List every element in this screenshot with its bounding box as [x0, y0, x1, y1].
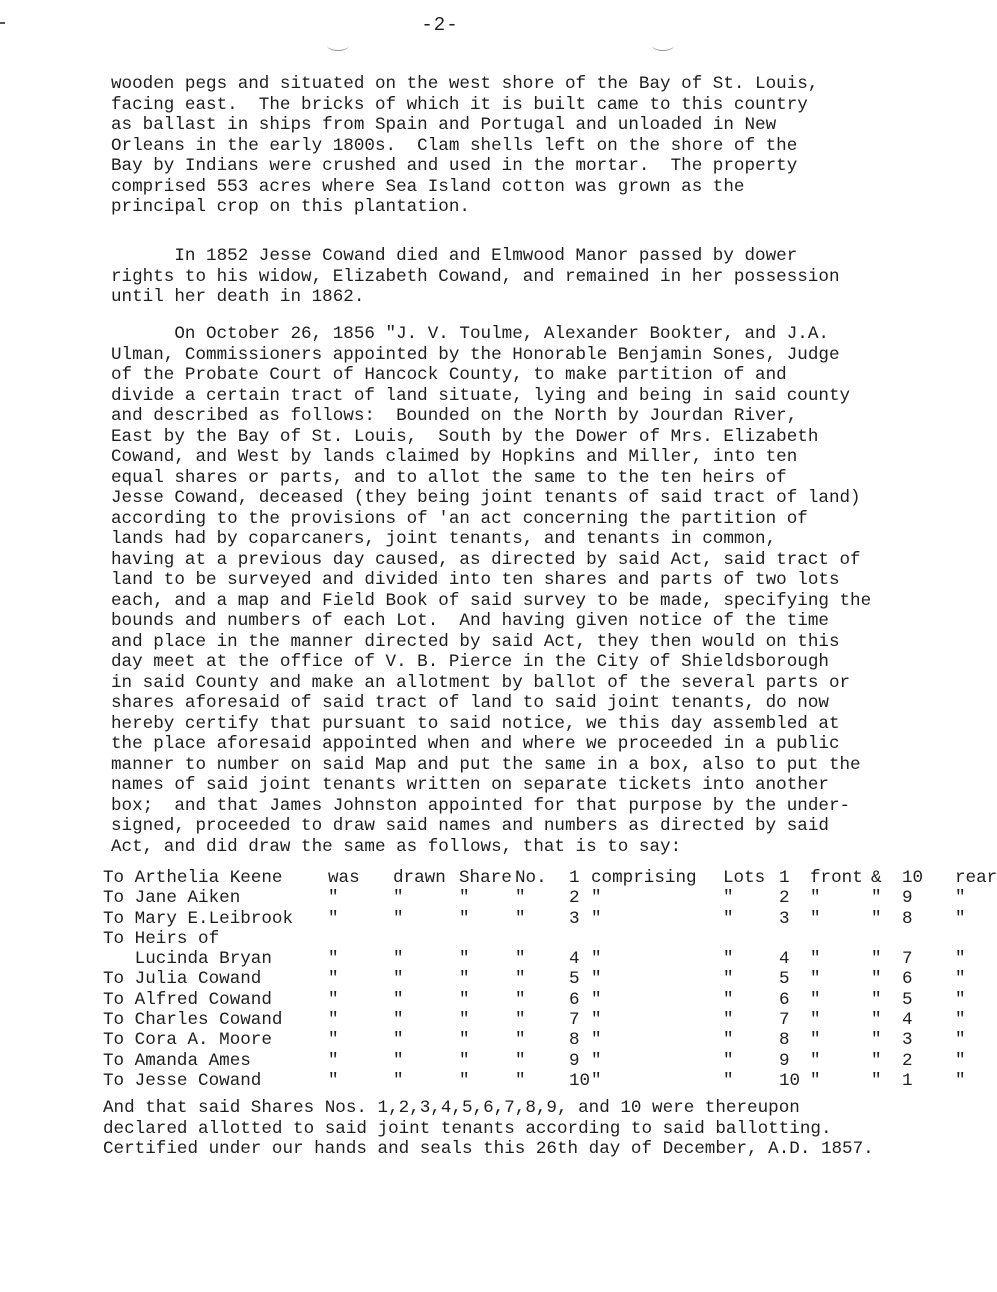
- share-comprising-word: ": [591, 969, 602, 990]
- share-front-word: ": [810, 989, 821, 1010]
- share-recipient-name: To Julia Cowand: [103, 969, 262, 990]
- share-word: ": [459, 989, 470, 1010]
- share-no-word: ": [515, 1010, 526, 1031]
- share-drawn-word: ": [328, 949, 339, 970]
- share-front-lot: 2: [779, 888, 790, 909]
- share-rear-word: ": [955, 888, 966, 909]
- share-no-word: ": [515, 969, 526, 990]
- share-word: Share: [459, 868, 512, 888]
- share-word: ": [459, 969, 470, 990]
- share-front-word: ": [810, 908, 821, 929]
- share-no-word: ": [515, 1030, 526, 1051]
- share-rear-word: ": [955, 989, 966, 1010]
- share-label-word: ": [393, 1050, 404, 1071]
- share-no-word: ": [515, 888, 526, 909]
- share-word: ": [459, 1010, 470, 1031]
- share-lots-word: ": [723, 1050, 734, 1071]
- share-comprising-word: ": [591, 1010, 602, 1031]
- share-drawn-word: ": [328, 908, 339, 929]
- share-rear-lot: 8: [902, 908, 913, 929]
- share-recipient-name: To Jesse Cowand: [103, 1070, 262, 1091]
- share-recipient-name: To Heirs of: [103, 928, 220, 949]
- share-drawn-word: ": [328, 1010, 339, 1031]
- share-comprising-word: ": [591, 989, 602, 1010]
- paper-hole-mark-right: [652, 40, 674, 51]
- share-word: ": [459, 1070, 470, 1091]
- share-rear-word: ": [955, 1030, 966, 1051]
- share-drawn-word: ": [328, 1030, 339, 1051]
- share-rear-word: ": [955, 949, 966, 970]
- share-recipient-name: To Cora A. Moore: [103, 1030, 272, 1051]
- share-lots-word: ": [723, 949, 734, 970]
- share-front-lot: 8: [779, 1030, 790, 1051]
- share-lots-word: ": [723, 989, 734, 1010]
- share-comprising-word: ": [591, 1070, 602, 1091]
- share-number: 10: [569, 1070, 591, 1091]
- share-number: 4: [569, 949, 580, 970]
- share-ampersand: ": [871, 1070, 882, 1091]
- share-recipient-name: To Jane Aiken: [103, 888, 241, 909]
- share-rear-lot: 6: [902, 969, 913, 990]
- share-label-word: ": [393, 888, 404, 909]
- share-drawn-word: was: [328, 868, 360, 888]
- share-front-word: ": [810, 1030, 821, 1051]
- share-ampersand: ": [871, 888, 882, 909]
- share-number: 3: [569, 908, 580, 929]
- share-front-word: ": [810, 1010, 821, 1031]
- share-rear-word: rear: [955, 868, 997, 888]
- share-number: 2: [569, 888, 580, 909]
- share-word: ": [459, 908, 470, 929]
- share-rear-lot: 5: [902, 989, 913, 1010]
- share-recipient-name: To Mary E.Leibrook: [103, 908, 294, 929]
- share-number: 7: [569, 1010, 580, 1031]
- share-front-lot: 9: [779, 1050, 790, 1071]
- share-word: ": [459, 1050, 470, 1071]
- share-rear-lot: 7: [902, 949, 913, 970]
- paragraph-partition-commission: On October 26, 1856 "J. V. Toulme, Alexander Bookter, and J.A. Ulman, Commissioners appointed by the Honorable Benjamin Sones, Judge of the Probate Court of Hancock County, to make partition of and divide a certain tract of land situate, lying and being in said county and described as follows: Bounded on the North by Jourdan River, East by the Bay of St. Louis, South by the Dower of Mrs. Elizabeth Cowand, and West by lands claimed by Hopkins and Miller, into ten equal shares or parts, and to allot the same to the ten heirs of Jesse Cowand, deceased (they being joint tenants of said tract of land) according to the provisions of 'an act concerning the partition of lands had by coparcaners, joint tenants, and tenants in common, having at a previous day caused, as directed by said Act, said tract of land to be surveyed and divided into ten shares and parts of two lots each, and a map and Field Book of said survey to be made, specifying the bounds and numbers of each Lot. And having given notice of the time and place in the manner directed by said Act, they then would on this day meet at the office of V. B. Pierce in the City of Shieldsborough in said County and make an allotment by ballot of the several parts or shares aforesaid of said tract of land to said joint tenants, do now hereby certify that pursuant to said notice, we this day assembled at the place aforesaid appointed when and where we proceeded in a public manner to number on said Map and put the same in a box, also to put the names of said joint tenants written on separate tickets into another box; and that James Johnston appointed for that purpose by the under- signed, proceeded to draw said names and numbers as directed by said Act, and did draw the same as follows, that is to say:: [111, 324, 872, 857]
- share-drawn-word: ": [328, 888, 339, 909]
- share-comprising-word: comprising: [591, 868, 697, 888]
- share-front-word: front: [810, 868, 863, 888]
- share-number: 5: [569, 969, 580, 990]
- paragraph-property-description: wooden pegs and situated on the west shore of the Bay of St. Louis, facing east. The bricks of which it is built came to this country as ballast in ships from Spain and Portugal and unloaded in New Orleans in the early 1800s. Clam shells left on the shore of the Bay by Indians were crushed and used in the mortar. The property comprised 553 acres where Sea Island cotton was grown as the principal crop on this plantation.: [111, 74, 819, 217]
- share-recipient-name: To Arthelia Keene: [103, 868, 283, 888]
- share-label-word: ": [393, 1030, 404, 1051]
- share-ampersand: ": [871, 989, 882, 1010]
- paper-hole-mark-left: [327, 40, 349, 51]
- share-label-word: drawn: [393, 868, 446, 888]
- share-front-lot: 10: [779, 1070, 801, 1091]
- share-recipient-name: To Alfred Cowand: [103, 989, 272, 1010]
- share-drawn-word: ": [328, 1050, 339, 1071]
- share-comprising-word: ": [591, 1050, 602, 1071]
- share-front-lot: 6: [779, 989, 790, 1010]
- share-front-word: ": [810, 969, 821, 990]
- share-ampersand: ": [871, 969, 882, 990]
- share-lots-word: ": [723, 969, 734, 990]
- share-recipient-name: To Amanda Ames: [103, 1050, 251, 1071]
- share-front-lot: 7: [779, 1010, 790, 1031]
- share-front-lot: 1: [779, 868, 790, 888]
- share-number: 6: [569, 989, 580, 1010]
- share-number: 9: [569, 1050, 580, 1071]
- share-comprising-word: ": [591, 888, 602, 909]
- share-rear-lot: 3: [902, 1030, 913, 1051]
- share-ampersand: ": [871, 1010, 882, 1031]
- share-recipient-name: To Charles Cowand: [103, 1010, 283, 1031]
- share-label-word: ": [393, 949, 404, 970]
- share-ampersand: ": [871, 908, 882, 929]
- share-ampersand: ": [871, 1030, 882, 1051]
- share-ampersand: ": [871, 949, 882, 970]
- share-lots-word: ": [723, 888, 734, 909]
- share-lots-word: ": [723, 1010, 734, 1031]
- share-drawn-word: ": [328, 969, 339, 990]
- share-front-word: ": [810, 1070, 821, 1091]
- share-rear-lot: 10: [902, 868, 924, 888]
- share-recipient-name: Lucinda Bryan: [103, 949, 272, 970]
- share-lots-word: Lots: [723, 868, 766, 888]
- share-no-word: ": [515, 949, 526, 970]
- share-number: 1: [569, 868, 580, 888]
- share-front-lot: 4: [779, 949, 790, 970]
- share-front-lot: 3: [779, 908, 790, 929]
- share-comprising-word: ": [591, 949, 602, 970]
- share-rear-word: ": [955, 969, 966, 990]
- share-rear-lot: 4: [902, 1010, 913, 1031]
- share-no-word: ": [515, 1050, 526, 1071]
- share-label-word: ": [393, 1070, 404, 1091]
- share-lots-word: ": [723, 908, 734, 929]
- share-rear-word: ": [955, 908, 966, 929]
- share-ampersand: ": [871, 1050, 882, 1071]
- share-drawn-word: ": [328, 989, 339, 1010]
- share-front-word: ": [810, 949, 821, 970]
- share-rear-lot: 2: [902, 1050, 913, 1071]
- paragraph-certification: And that said Shares Nos. 1,2,3,4,5,6,7,8,9, and 10 were thereupon declared allotted to said joint tenants according to said ballotting. Certified under our hands and seals this 26th day of December, A.D. 1857.: [103, 1098, 874, 1159]
- share-no-word: No.: [515, 868, 547, 888]
- share-no-word: ": [515, 1070, 526, 1091]
- paragraph-dower-rights: In 1852 Jesse Cowand died and Elmwood Manor passed by dower rights to his widow, Elizabeth Cowand, and remained in her possession until her death in 1862.: [111, 246, 840, 307]
- share-label-word: ": [393, 908, 404, 929]
- share-label-word: ": [393, 969, 404, 990]
- share-rear-word: ": [955, 1010, 966, 1031]
- share-comprising-word: ": [591, 908, 602, 929]
- share-rear-lot: 1: [902, 1070, 913, 1091]
- share-word: ": [459, 888, 470, 909]
- share-label-word: ": [393, 989, 404, 1010]
- share-lots-word: ": [723, 1070, 734, 1091]
- share-word: ": [459, 1030, 470, 1051]
- page-number: -2-: [421, 14, 459, 36]
- share-lots-word: ": [723, 1030, 734, 1051]
- share-rear-word: ": [955, 1050, 966, 1071]
- share-rear-word: ": [955, 1070, 966, 1091]
- share-no-word: ": [515, 989, 526, 1010]
- share-front-word: ": [810, 888, 821, 909]
- share-comprising-word: ": [591, 1030, 602, 1051]
- share-label-word: ": [393, 1010, 404, 1031]
- share-rear-lot: 9: [902, 888, 913, 909]
- share-word: ": [459, 949, 470, 970]
- share-ampersand: &: [871, 868, 882, 888]
- share-no-word: ": [515, 908, 526, 929]
- share-front-lot: 5: [779, 969, 790, 990]
- share-drawn-word: ": [328, 1070, 339, 1091]
- share-number: 8: [569, 1030, 580, 1051]
- share-front-word: ": [810, 1050, 821, 1071]
